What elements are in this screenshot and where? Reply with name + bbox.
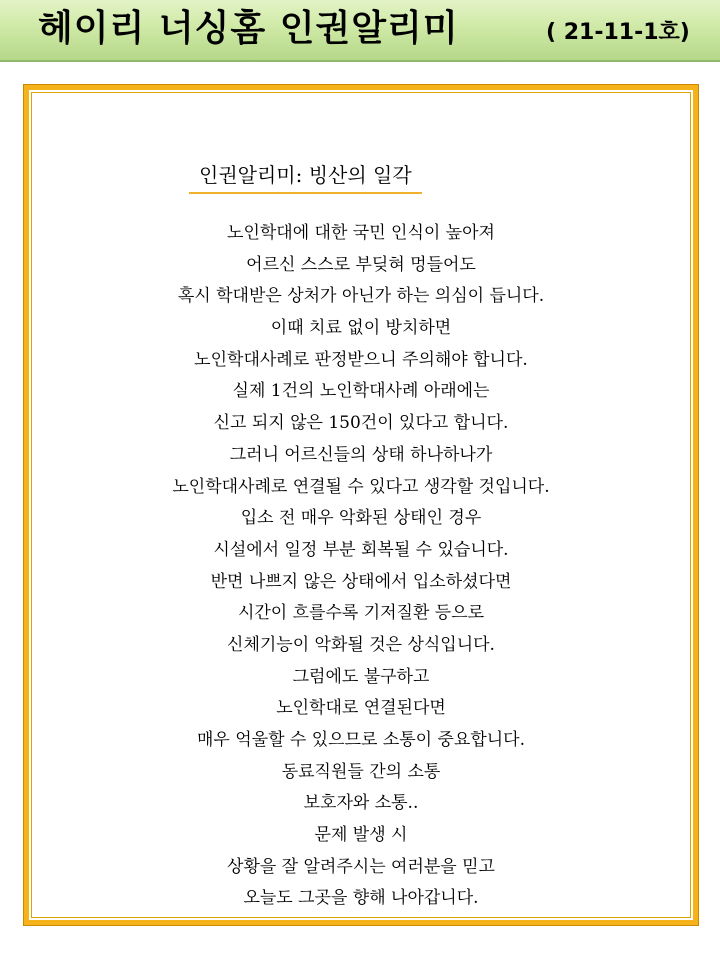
document-frame [24, 85, 698, 925]
body-line: 노인학대로 연결된다면 [276, 698, 446, 719]
body-line: 동료직원들 간의 소통 [281, 761, 441, 782]
body-line: 시설에서 일정 부분 회복될 수 있습니다. [213, 539, 509, 560]
body-line: 실제 1건의 노인학대사례 아래에는 [232, 381, 490, 402]
issue-number: ( 21-11-1호) [546, 20, 690, 45]
body-line: 문제 발생 시 [314, 825, 408, 846]
body-line: 그럼에도 불구하고 [292, 666, 430, 687]
body-line: 반면 나쁘지 않은 상태에서 입소하셨다면 [210, 571, 512, 592]
body-line: 입소 전 매우 악화된 상태인 경우 [240, 508, 482, 529]
body-line: 오늘도 그곳을 향해 나아갑니다. [243, 888, 479, 909]
body-line: 시간이 흐를수록 기저질환 등으로 [237, 603, 485, 624]
page-title: 헤이리 너싱홈 인권알리미 [38, 8, 459, 49]
body-line: 그러니 어르신들의 상태 하나하나가 [229, 444, 493, 465]
body-line: 이때 치료 없이 방치하면 [270, 318, 452, 339]
body-line: 노인학대에 대한 국민 인식이 높아져 [227, 223, 495, 243]
body-line: 혹시 학대받은 상처가 아닌가 하는 의심이 듭니다. [177, 286, 545, 307]
header-banner [0, 0, 720, 62]
body-line: 노인학대사례로 연결될 수 있다고 생각할 것입니다. [172, 476, 550, 497]
document-body [29, 218, 693, 915]
body-line: 보호자와 소통.. [303, 793, 419, 814]
body-line: 신고 되지 않은 150건이 있다고 합니다. [213, 413, 509, 434]
body-line: 노인학대사례로 판정받으니 주의해야 합니다. [194, 349, 528, 370]
body-line: 신체기능이 악화될 것은 상식입니다. [227, 634, 495, 655]
body-line: 매우 억울할 수 있으므로 소통이 중요합니다. [196, 730, 526, 750]
body-line: 상황을 잘 알려주시는 여러분을 믿고 [227, 856, 495, 877]
body-line: 어르신 스스로 부딪혀 멍들어도 [246, 254, 476, 275]
document-title: 인권알리미: 빙산의 일각 [189, 162, 422, 194]
